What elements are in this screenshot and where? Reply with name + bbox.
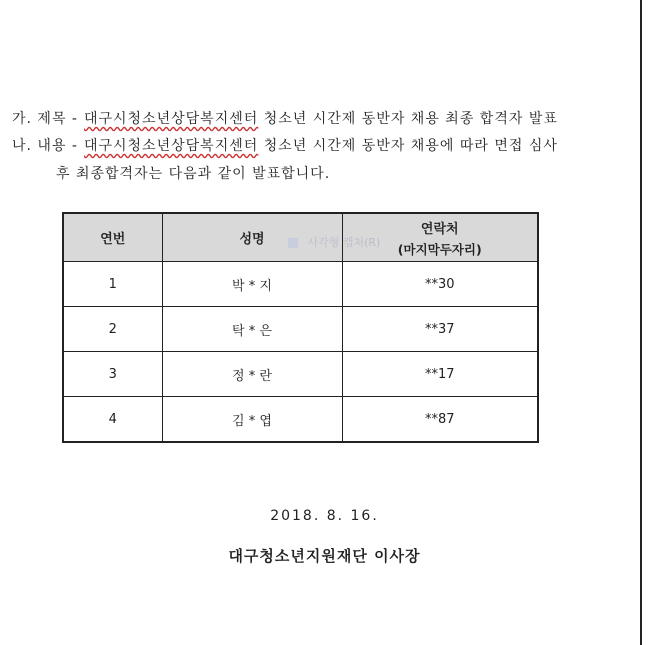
cell-name: 탁 * 은 bbox=[162, 307, 342, 352]
cell-name: 김 * 엽 bbox=[162, 397, 342, 443]
header-contact-sub: (마지막두자리) bbox=[397, 241, 482, 257]
item-content-text: 청소년 시간제 동반자 채용에 따라 면접 심사 bbox=[263, 138, 558, 154]
announcement-date: 2018. 8. 16. bbox=[270, 508, 379, 524]
cell-no: 4 bbox=[63, 397, 162, 443]
item-title-line bbox=[12, 108, 558, 128]
capture-watermark: 사각형 캡처(R) bbox=[288, 234, 381, 250]
item-title-text: 청소년 시간제 동반자 채용 최종 합격자 발표 bbox=[263, 111, 558, 127]
header-no: 연번 bbox=[63, 213, 162, 262]
cell-name: 정 * 란 bbox=[162, 352, 342, 397]
result-table bbox=[62, 212, 539, 443]
table-row bbox=[63, 307, 538, 352]
cell-contact: **37 bbox=[342, 307, 538, 352]
table-row bbox=[63, 262, 538, 307]
item-content-continuation: 후 최종합격자는 다음과 같이 발표합니다. bbox=[56, 166, 331, 182]
header-contact-label: 연락처 bbox=[420, 221, 459, 237]
item-title-org: 대구시청소년상담복지센터 bbox=[83, 111, 259, 127]
item-content-label: 나. 내용 - bbox=[12, 138, 78, 154]
item-title-label: 가. 제목 - bbox=[12, 111, 78, 127]
cell-contact: **17 bbox=[342, 352, 538, 397]
table-row bbox=[63, 397, 538, 443]
issuer-signature: 대구청소년지원재단 이사장 bbox=[228, 547, 421, 565]
item-content-org: 대구시청소년상담복지센터 bbox=[83, 138, 259, 154]
cell-no: 1 bbox=[63, 262, 162, 307]
header-contact bbox=[307, 213, 538, 262]
cell-contact: **30 bbox=[342, 262, 538, 307]
cell-no: 3 bbox=[63, 352, 162, 397]
cell-name: 박 * 지 bbox=[162, 262, 342, 307]
capture-icon bbox=[288, 238, 298, 248]
cell-contact: **87 bbox=[342, 397, 538, 443]
table-header-row bbox=[63, 213, 538, 262]
table-row bbox=[63, 352, 538, 397]
cell-no: 2 bbox=[63, 307, 162, 352]
item-content-line bbox=[12, 135, 558, 155]
header-name: 성명 bbox=[162, 213, 342, 262]
